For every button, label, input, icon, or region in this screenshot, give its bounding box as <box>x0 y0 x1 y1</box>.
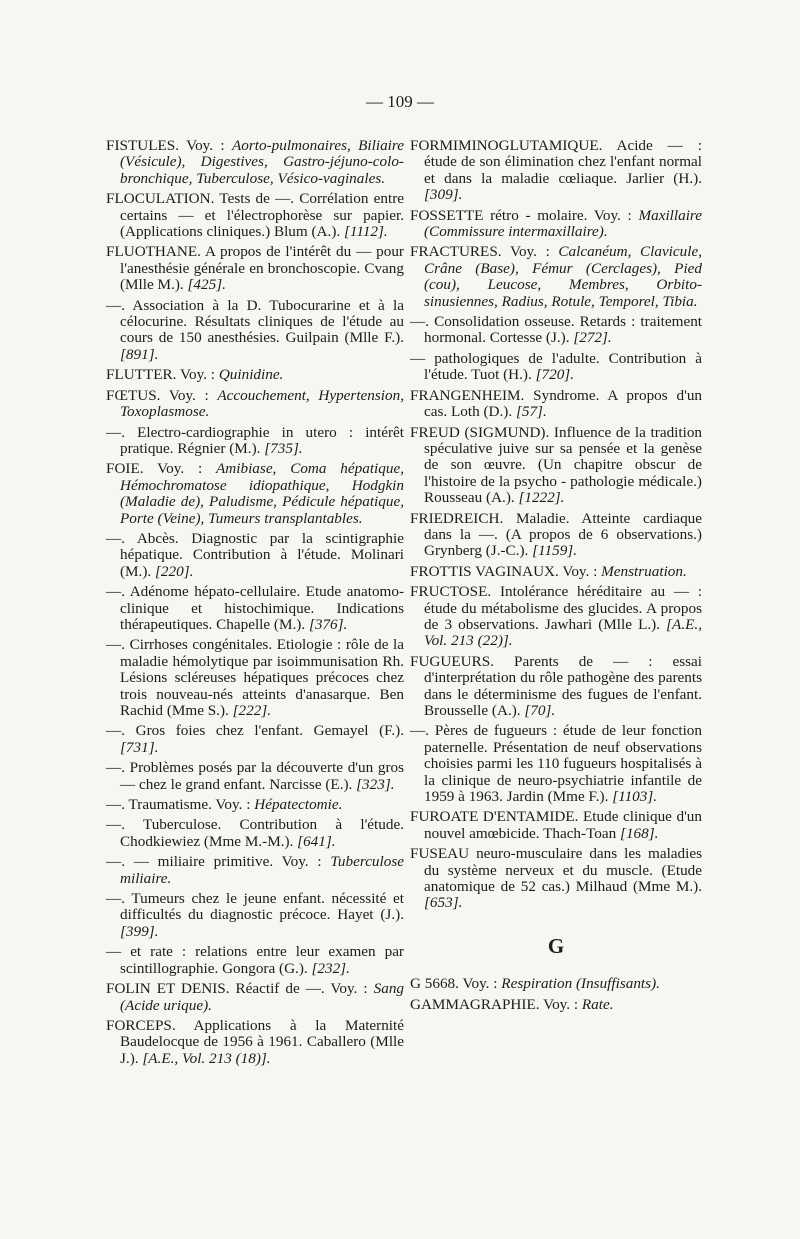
entry-heading: FISTULES. <box>106 137 179 154</box>
section-letter: G <box>547 933 565 958</box>
entry-reference: [70]. <box>524 702 556 719</box>
index-entry <box>410 976 702 992</box>
entry-text: Voy. : <box>543 995 582 1013</box>
entry-text: Cirrhoses congénitales. Etiologie : rôle de la maladie hémolytique par isoimmunisation Rh. Lésions scléreuses hépatiques précoces chez trois nouveau-nés atteints d'anasarque. Ben Rachid (Mme S.). <box>120 636 405 719</box>
entry-text: et rate : relations entre leur examen par scintillographie. Gongora (G.). <box>120 943 404 977</box>
index-entry <box>410 846 702 912</box>
entry-text: Abcès. Diagnostic par la scintigraphie hépatique. Contribution à l'étude. Molinari (M.). <box>120 529 404 580</box>
index-entry <box>106 531 404 580</box>
index-entry <box>106 298 404 364</box>
entry-heading: FOLIN ET DENIS. <box>106 980 230 998</box>
entry-reference: [168]. <box>620 824 659 842</box>
entry-heading: FUROATE D'ENTAMIDE. <box>410 808 579 826</box>
entry-reference: Quinidine. <box>218 366 284 384</box>
index-entry <box>410 314 702 347</box>
index-entry <box>106 244 404 293</box>
entry-text: Parents de — : essai d'interprétation du rôle pathogène des parents dans le déterminisme des fugues de l'enfant. Brousselle (A.). <box>424 652 702 719</box>
entry-reference: [653]. <box>424 894 463 912</box>
entry-heading: FRUCTOSE. <box>410 583 492 601</box>
index-entry <box>410 723 702 805</box>
entry-heading: G 5668. <box>410 975 459 993</box>
index-entry <box>106 425 404 458</box>
entry-heading: FROTTIS VAGINAUX. <box>410 562 559 580</box>
entry-text: Gros foies chez l'enfant. Gemayel (F.). <box>135 722 405 740</box>
index-entry <box>410 244 702 310</box>
entry-heading: FRACTURES. <box>410 243 502 261</box>
index-entry <box>410 425 702 507</box>
entry-heading: FŒTUS. <box>106 386 161 404</box>
left-column <box>106 138 404 1071</box>
index-entry <box>106 944 404 977</box>
entry-reference: [232]. <box>311 959 350 977</box>
entry-heading: FORMIMINOGLUTAMIQUE. <box>410 137 603 154</box>
entry-heading: FLUTTER. <box>106 366 177 384</box>
index-entry <box>106 367 404 383</box>
entry-reference: Hépatectomie. <box>254 796 343 814</box>
right-column <box>410 138 702 1017</box>
entry-text: Voy. : <box>186 137 232 154</box>
entry-reference: Menstruation. <box>601 562 687 580</box>
entry-reference: [1103]. <box>612 788 658 806</box>
entry-heading: FLUOTHANE. <box>106 243 201 261</box>
index-entry <box>410 584 702 650</box>
entry-text: Voy. : <box>179 366 219 384</box>
entry-heading: —. <box>106 636 125 654</box>
entry-reference: [323]. <box>356 775 395 793</box>
entry-heading: —. <box>106 816 125 834</box>
entry-heading: —. <box>106 423 125 441</box>
entry-reference: [309]. <box>424 186 463 204</box>
entry-reference: [731]. <box>120 738 159 756</box>
entry-text: neuro-musculaire dans les maladies du système nerveux et du muscle. (Etude anatomique de 52 cas.) Milhaud (Mme M.). <box>424 845 703 896</box>
entry-reference: [1222]. <box>518 489 565 507</box>
entry-reference: [641]. <box>297 832 336 850</box>
entry-text: pathologiques de l'adulte. Contribution à l'étude. Tuot (H.). <box>424 349 703 384</box>
entry-heading: —. <box>106 296 125 314</box>
entry-text: Syndrome. A propos d'un cas. Loth (D.). <box>424 386 703 421</box>
entry-text: Intolérance héréditaire au — : étude du métabolisme des glucides. A propos de 3 observations. Jawhari (Mlle L.). <box>424 583 703 633</box>
entry-heading: FOIE. <box>106 460 144 478</box>
entry-reference: [A.E., Vol. 213 (18)]. <box>142 1049 271 1067</box>
entry-heading: FUGUEURS. <box>410 652 494 670</box>
entry-text: Tests de —. Corrélation entre certains — et l'électrophorèse sur papier. (Applications cliniques.) Blum (A.). <box>120 190 404 241</box>
entry-text: Tuberculose. Contribution à l'étude. Chodkiewiez (Mme M.-M.). <box>120 816 404 850</box>
entry-reference: [57]. <box>515 403 547 421</box>
index-entry <box>106 981 404 1014</box>
entry-reference: Sang (Acide urique). <box>120 980 405 1014</box>
entry-heading: — <box>410 349 426 367</box>
entry-heading: —. <box>106 759 125 777</box>
index-entry <box>410 208 702 241</box>
index-entry <box>410 511 702 560</box>
index-entry <box>410 997 702 1013</box>
index-entry <box>106 191 404 240</box>
entry-reference: Calcanéum, Clavicule, Crâne (Base), Fémur (Cerclages), Pied (cou), Leucose, Membres, Orbito-sinusiennes, Radius, Rotule, Temporel, Tibia. <box>424 243 702 310</box>
entry-heading: FLOCULATION. <box>106 190 215 208</box>
index-entry <box>410 138 702 204</box>
entry-heading: —. <box>106 796 125 814</box>
entry-text: Acide — : étude de son élimination chez l'enfant normal et dans la maladie cœliaque. Jarlier (H.). <box>424 137 702 187</box>
entry-heading: —. <box>106 529 125 547</box>
index-entry <box>106 891 404 940</box>
entry-reference: [376]. <box>308 615 348 633</box>
entry-reference: [220]. <box>155 562 194 580</box>
index-entry <box>106 138 404 187</box>
entry-heading: —. <box>106 722 125 740</box>
entry-reference: [1112]. <box>343 223 388 241</box>
entry-heading: FREUD <box>410 423 460 441</box>
entry-text: (SIGMUND). Influence de la tradition spéculative juive sur sa pensée et la genèse de son œuvre. (Un chapitre obscur de l'histoire de la psycho - pathologie médicale.) Rousseau (A.). <box>424 423 703 507</box>
entry-reference: [735]. <box>264 439 303 457</box>
entry-heading: FOSSETTE <box>410 206 484 224</box>
entry-text: Electro-cardiographie in utero : intérêt pratique. Régnier (M.). <box>120 423 404 457</box>
entry-text: Tumeurs chez le jeune enfant. nécessité et difficultés du diagnostic précoce. Hayet (J.). <box>120 890 404 924</box>
entry-reference: [222]. <box>232 702 272 719</box>
index-entry <box>106 388 404 421</box>
index-entry <box>106 723 404 756</box>
entry-heading: FRIEDREICH. <box>410 509 504 527</box>
index-entry <box>410 809 702 842</box>
entry-heading: —. <box>410 313 429 331</box>
page-number: — 109 — <box>366 92 434 111</box>
entry-reference: [1159]. <box>532 542 577 560</box>
entry-reference: Aorto-pulmonaires, Biliaire (Vésicule), Digestives, Gastro-jéjuno-colo-bronchique, Tuberculose, Vésico-vaginales. <box>120 137 404 187</box>
entry-text: Voy. : <box>157 460 217 478</box>
index-entry <box>410 351 702 384</box>
index-entry <box>106 1018 404 1067</box>
entry-text: Voy. : <box>168 386 218 404</box>
entry-text: Voy. : <box>462 975 502 993</box>
entry-heading: FUSEAU <box>410 845 470 863</box>
entry-reference: Amibiase, Coma hépatique, Hémochromatose idiopathique, Hodgkin (Maladie de), Paludisme, Pédicule hépatique, Porte (Veine), Tumeurs transplantables. <box>120 460 404 527</box>
index-entry <box>106 854 404 887</box>
entry-reference: [399]. <box>120 922 159 940</box>
entry-heading: —. <box>410 722 429 740</box>
entry-reference: Maxillaire (Commissure intermaxillaire). <box>424 206 702 241</box>
entry-heading: —. <box>106 853 125 871</box>
entry-text: Maladie. Atteinte cardiaque dans la —. (A propos de 6 observations.) Grynberg (J.-C.). <box>424 509 703 560</box>
index-entry <box>106 584 404 633</box>
entry-text: Adénome hépato-cellulaire. Etude anatomo-clinique et histochimique. Indications thérapeutiques. Chapelle (M.). <box>120 583 404 633</box>
index-entry <box>106 760 404 793</box>
entry-text: Association à la D. Tubocurarine et à la célocurine. Résultats cliniques de l'étude au cours de 150 anesthésies. Guilpain (Mlle F.). <box>120 296 404 347</box>
index-entry <box>410 654 702 720</box>
entry-text: Voy. : <box>562 562 602 580</box>
index-entry <box>106 637 404 719</box>
entry-text: Applications à la Maternité Baudelocque de 1956 à 1961. Caballero (Mlle J.). <box>120 1016 404 1067</box>
index-entry <box>106 797 404 813</box>
entry-text: — miliaire primitive. Voy. : <box>133 853 331 871</box>
entry-text: Problèmes posés par la découverte d'un gros — chez le grand enfant. Narcisse (E.). <box>120 759 405 793</box>
entry-reference: Tuberculose miliaire. <box>120 853 404 887</box>
entry-heading: —. <box>106 583 125 601</box>
entry-heading: FORCEPS. <box>106 1016 176 1034</box>
entry-text: A propos de l'intérêt du — pour l'anesthésie générale en bronchoscopie. Cvang (Mlle M.). <box>120 243 404 294</box>
entry-text: Etude clinique d'un nouvel amœbicide. Thach-Toan <box>424 808 702 842</box>
entry-heading: FRANGENHEIM. <box>410 386 525 404</box>
entry-reference: [720]. <box>535 366 574 384</box>
entry-heading: GAMMAGRAPHIE. <box>410 995 540 1013</box>
entry-text: Consolidation osseuse. Retards : traitement hormonal. Cortesse (J.). <box>424 313 703 347</box>
index-entry <box>106 461 404 527</box>
index-entry <box>410 564 702 580</box>
entry-reference: Accouchement, Hypertension, Toxoplasmose. <box>120 386 404 421</box>
entry-reference: Rate. <box>581 995 614 1013</box>
index-entry <box>106 817 404 850</box>
entry-reference: [425]. <box>187 276 226 294</box>
entry-reference: [A.E., Vol. 213 (22)]. <box>424 615 702 650</box>
entry-text: Pères de fugueurs : étude de leur fonction paternelle. Présentation de neuf observations choisies parmi les 110 fugueurs hospitalisés à la clinique de neuro-psychiatrie infantile de 1959 à 1963. Jardin (Mme F.). <box>424 722 702 806</box>
entry-reference: Respiration (Insuffisants). <box>501 975 660 993</box>
entry-text: Traumatisme. Voy. : <box>128 796 255 814</box>
entry-reference: [272]. <box>573 329 612 347</box>
entry-text: rétro - molaire. Voy. : <box>490 206 639 224</box>
entry-reference: [891]. <box>120 345 159 363</box>
entry-heading: — <box>106 943 122 961</box>
entry-heading: —. <box>106 890 125 908</box>
index-entry <box>410 388 702 421</box>
entry-text: Voy. : <box>509 243 559 261</box>
entry-text: Réactif de —. Voy. : <box>235 980 374 998</box>
